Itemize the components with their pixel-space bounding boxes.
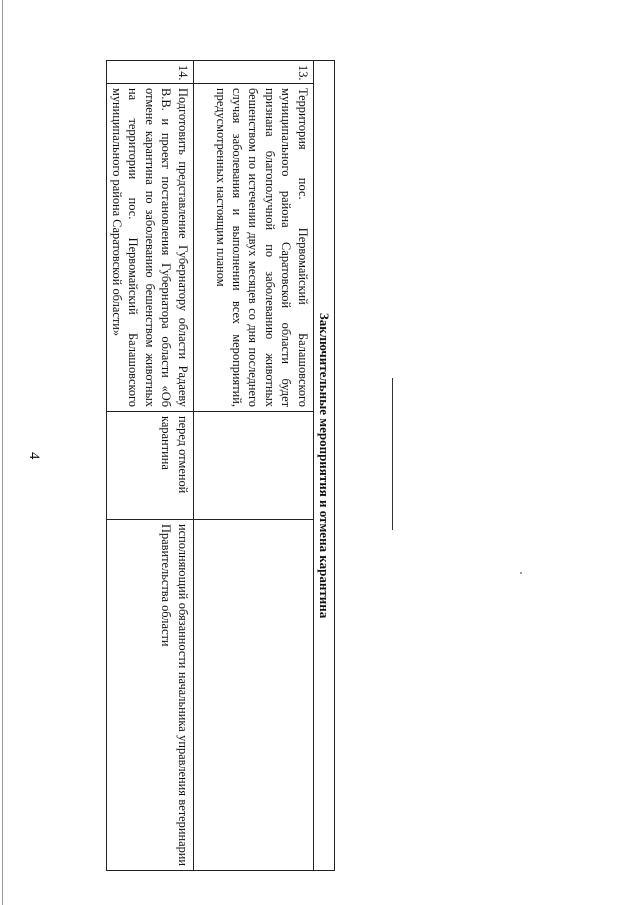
row-number: 14. xyxy=(106,61,193,84)
measures-table-rotated xyxy=(109,60,335,870)
responsible-cell xyxy=(193,520,313,871)
measures-table xyxy=(106,60,335,871)
table-row xyxy=(193,61,313,871)
table-row xyxy=(106,61,193,871)
responsible-cell: исполняющий обязанности начальника управления ветеринарии Правительства области xyxy=(106,520,193,871)
scan-speck xyxy=(520,572,522,574)
section-title: Заключительные мероприятия и отмена карантина xyxy=(313,61,334,871)
deadline-cell xyxy=(193,412,313,520)
activity-cell: Подготовить представление Губернатору области Радаеву В.В. и проект постановления Губернатора области «Об отмене карантина по заболеванию бешенством животных на территории пос. Первомайский Балашовского муниципального района Саратовской области» xyxy=(106,84,193,412)
activity-cell: Территория пос. Первомайский Балашовского муниципального района Саратовской области будет признана благополучной по заболеванию животных бешенством по истечении двух месяцев со дня последнего случая заболевания и выполнении всех мероприятий, предусмотренных настоящим планом xyxy=(193,84,313,412)
section-header-row xyxy=(313,61,334,871)
separator-line xyxy=(392,378,393,530)
page-number: 4 xyxy=(26,452,42,460)
page-edge xyxy=(2,0,3,905)
deadline-cell: перед отменой карантина xyxy=(106,412,193,520)
row-number: 13. xyxy=(193,61,313,84)
